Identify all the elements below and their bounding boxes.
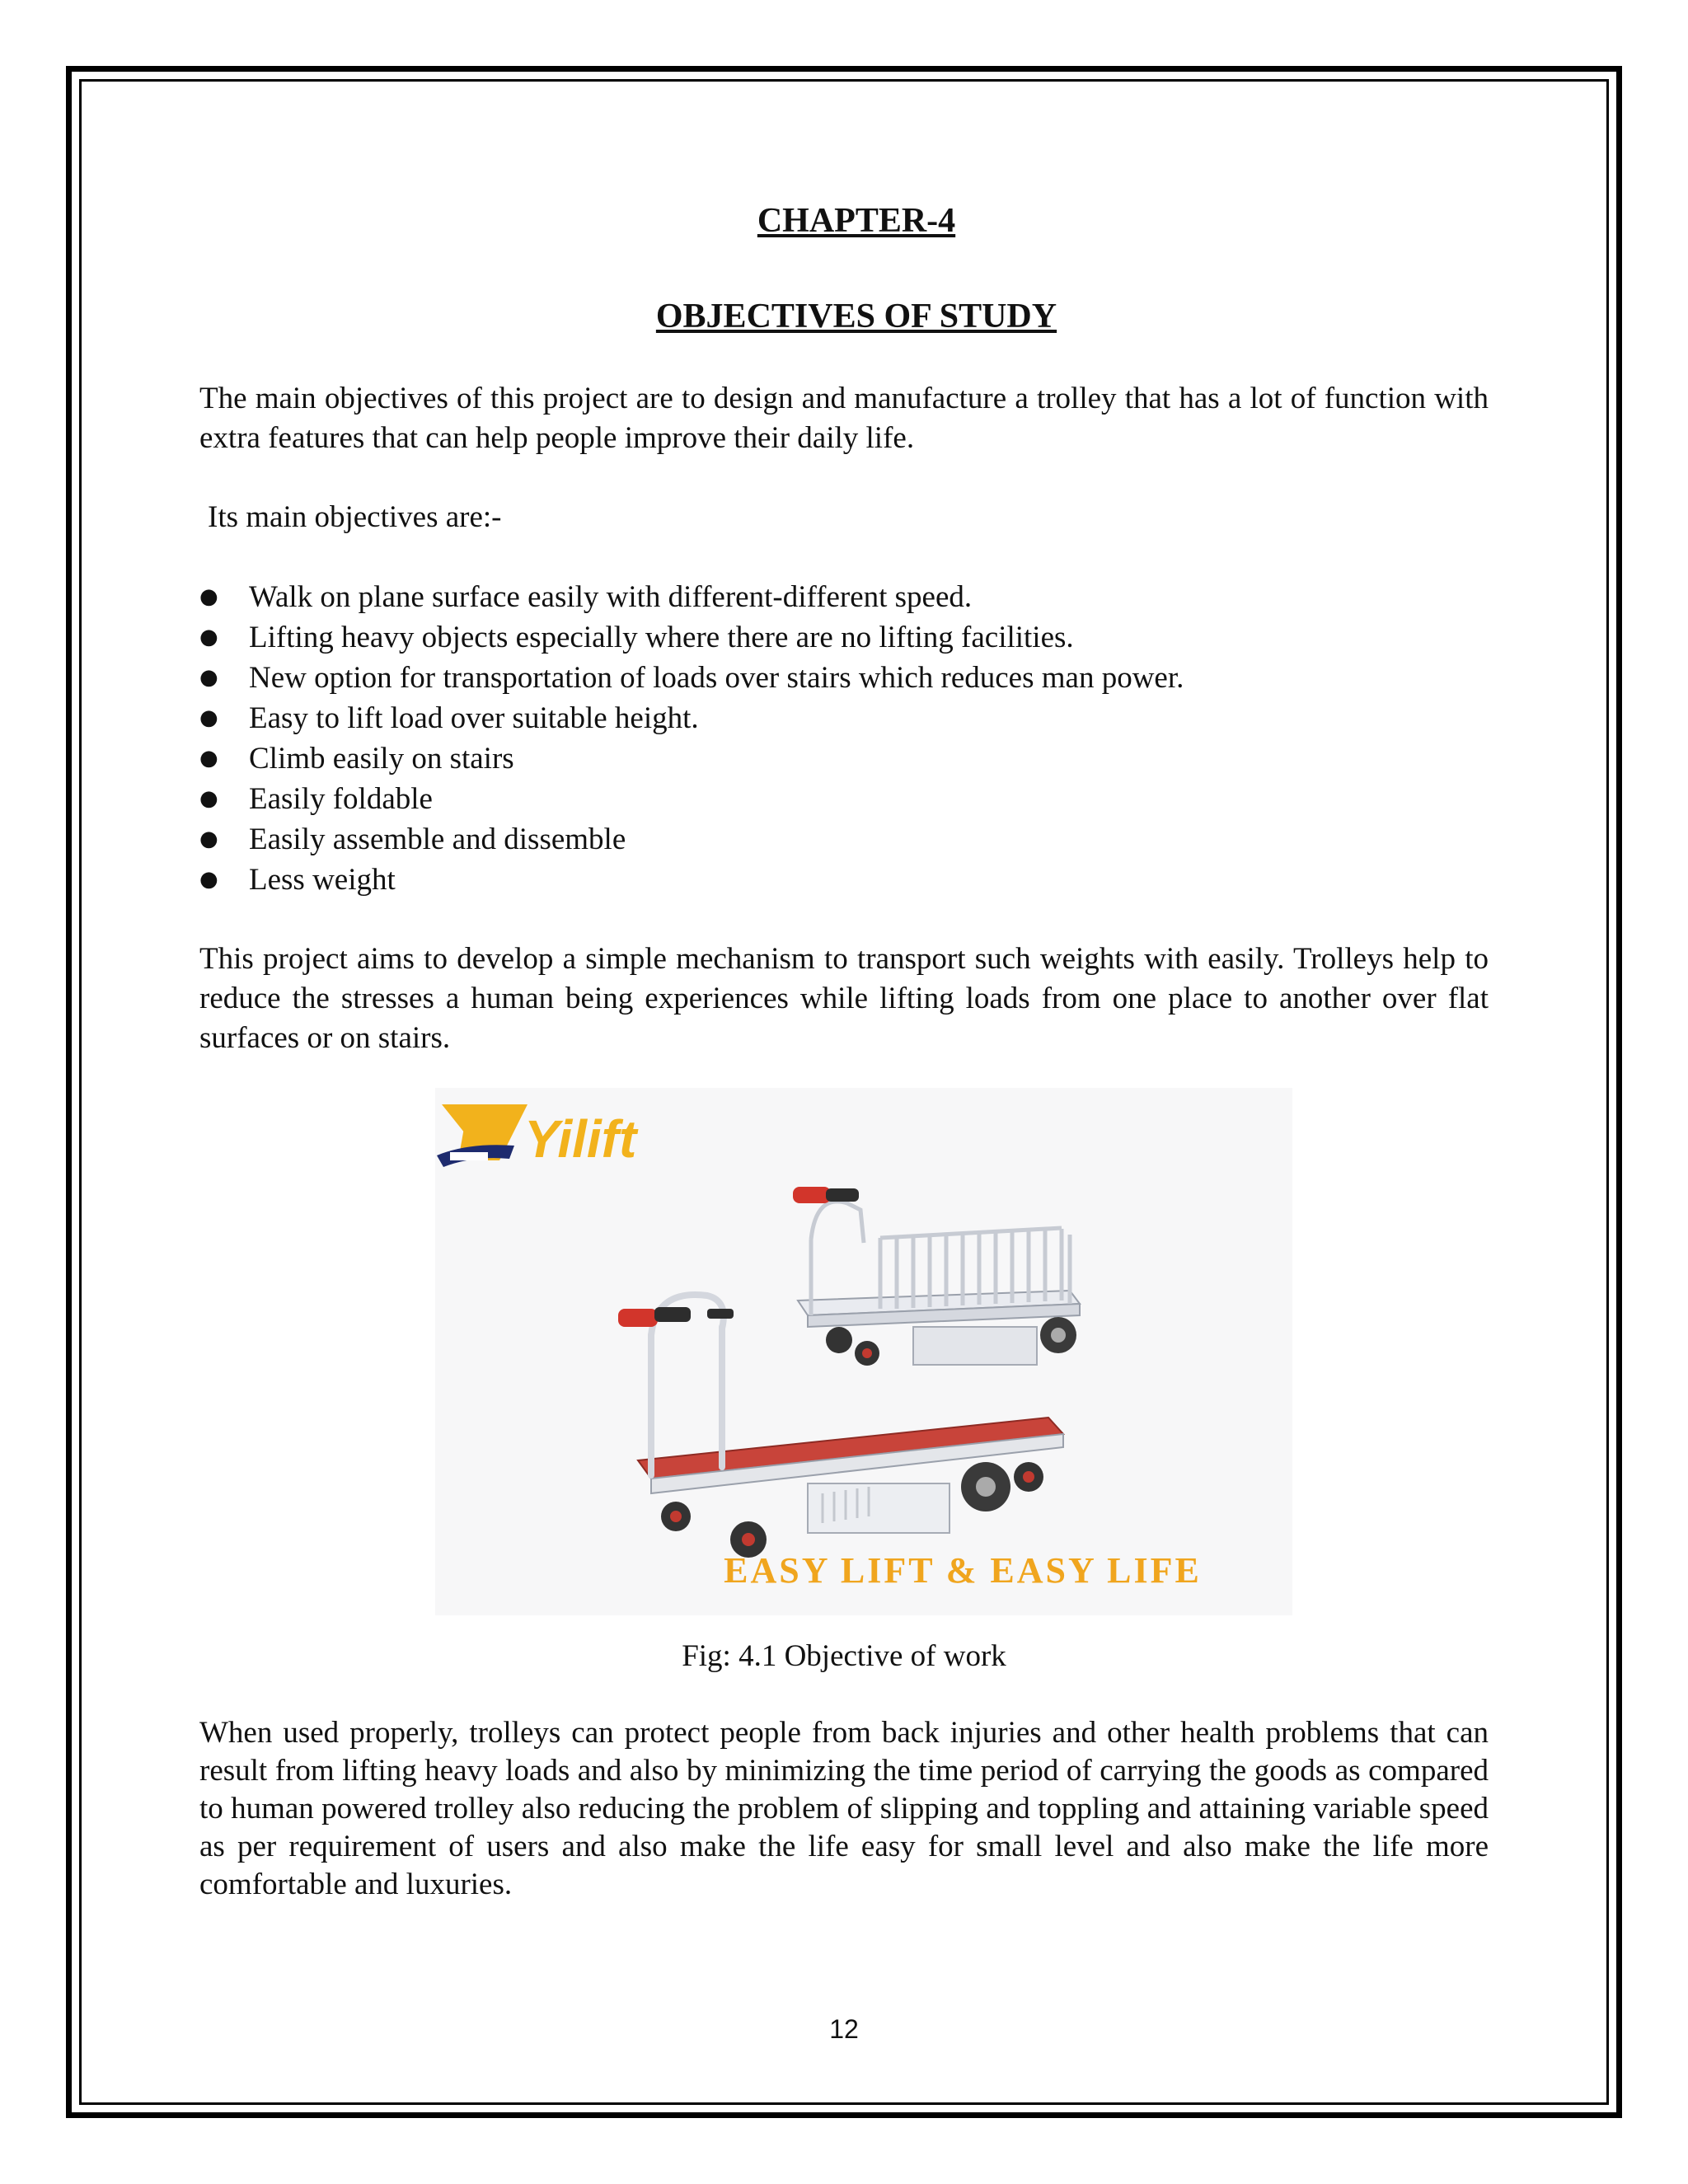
closing-paragraph: When used properly, trolleys can protect people from back injuries and other health problems that can result from lifting heavy loads and also by minimizing the time period of carrying the goods as compared to human powered trolley also reducing the problem of slipping and toppling and attaining variable speed as per requirement of users and also make the life easy for small level and also make the life more comfortable and luxuries. [199,1716,1489,1901]
objectives-lead: Its main objectives are:- [208,500,502,534]
bullet-icon: ● [199,705,218,730]
bullet-icon: ● [199,867,218,892]
bullet-icon: ● [199,746,218,771]
list-item [199,658,1489,698]
brand-logo [437,1104,639,1169]
slogan-text: EASY LIFT & EASY LIFE [724,1550,1202,1591]
list-item [199,779,1489,819]
section-heading: OBJECTIVES OF STUDY [655,298,1057,335]
list-item [199,698,1489,738]
cage-trolley [793,1187,1080,1366]
list-item-text: Easily foldable [249,782,433,816]
aims-paragraph: This project aims to develop a simple mechanism to transport such weights with easily. Trolleys help to reduce the stresses a human being experiences while lifting loads from one place to another over flat surfaces or on stairs. [199,942,1489,1055]
list-item [199,860,1489,900]
bullet-icon: ● [199,786,218,811]
bullet-icon: ● [199,625,218,649]
list-item-text: Walk on plane surface easily with different-different speed. [249,580,973,614]
page-number: 12 [829,2014,859,2044]
list-item-text: Easily assemble and dissemble [249,823,626,856]
list-item-text: Lifting heavy objects especially where there are no lifting facilities. [249,621,1074,654]
list-item [199,577,1489,617]
objectives-list [199,577,1489,900]
figure-trolleys [435,1088,1292,1615]
intro-paragraph: The main objectives of this project are to design and manufacture a trolley that has a lot of function with extra features that can help people improve their daily life. [199,382,1489,455]
list-item-text: Less weight [249,863,396,897]
bullet-icon: ● [199,584,218,609]
bullet-icon: ● [199,827,218,851]
chapter-title: CHAPTER-4 [757,202,956,240]
list-item-text: Climb easily on stairs [249,742,514,776]
list-item [199,819,1489,860]
logo-text: Yilift [524,1109,637,1169]
figure-caption: Fig: 4.1 Objective of work [682,1639,1006,1673]
list-item [199,617,1489,658]
page-content [199,190,1489,1058]
trolley-illustration [435,1088,1292,1615]
list-item-text: Easy to lift load over suitable height. [249,701,699,735]
bullet-icon: ● [199,665,218,690]
list-item-text: New option for transportation of loads over stairs which reduces man power. [249,661,1184,695]
list-item [199,738,1489,779]
